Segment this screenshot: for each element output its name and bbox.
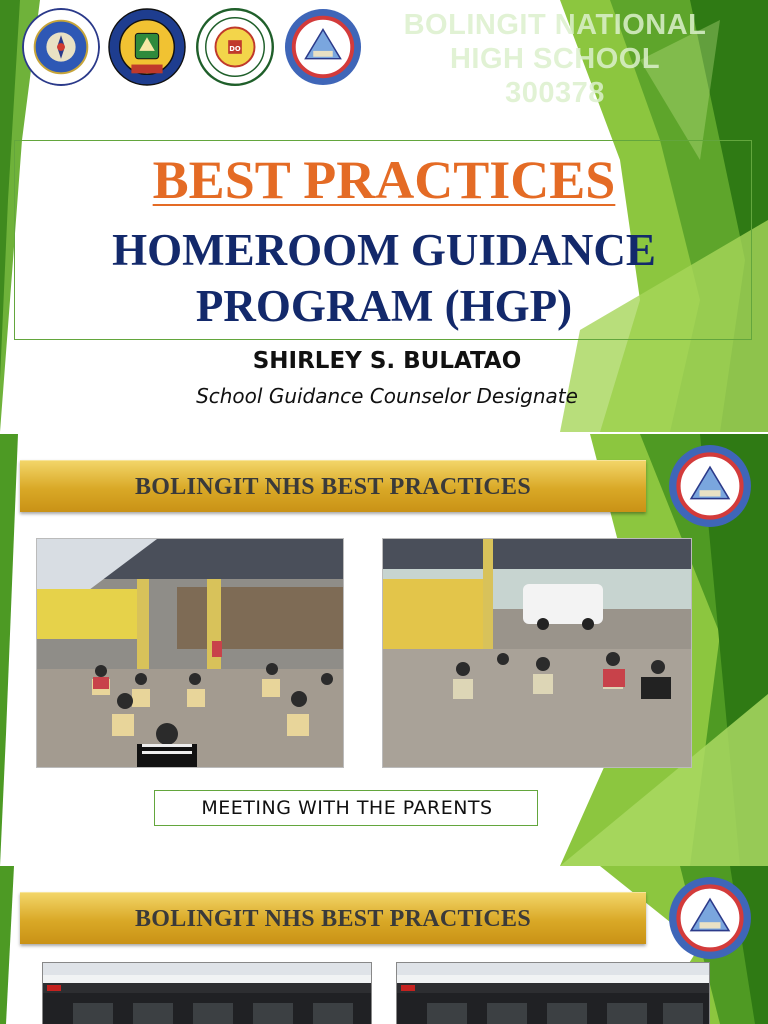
section-banner-text: BOLINGIT NHS BEST PRACTICES — [134, 474, 531, 500]
parents-meeting-photo-1 — [36, 538, 344, 768]
svg-text:DO: DO — [229, 44, 241, 53]
best-practices-slide-1 — [0, 434, 768, 866]
bolingit-nhs-seal — [284, 8, 362, 86]
watermark-line-1: BOLINGIT NATIONAL — [403, 9, 707, 41]
schools-division-office-seal — [196, 8, 274, 86]
bolingit-nhs-seal — [668, 876, 752, 960]
screenshot-illustration — [397, 963, 710, 1024]
parents-meeting-photo-2 — [382, 538, 692, 768]
watermark-line-2: HIGH SCHOOL — [449, 43, 661, 75]
section-banner — [20, 892, 646, 944]
best-practices-slide-2 — [0, 866, 768, 1024]
photo-caption-box — [154, 790, 538, 826]
screenshot-illustration — [43, 963, 372, 1024]
watermark-line-3: 300378 — [505, 77, 605, 109]
subtitle-line-1: HOMEROOM GUIDANCE — [112, 225, 656, 275]
kagawaran-ng-edukasyon-seal — [22, 8, 100, 86]
presenter-role: School Guidance Counselor Designate — [196, 384, 578, 408]
photo-caption: MEETING WITH THE PARENTS — [201, 797, 493, 819]
title-slide — [0, 0, 768, 432]
photo-illustration — [383, 539, 692, 768]
presenter-name: SHIRLEY S. BULATAO — [252, 348, 522, 374]
online-meeting-screenshot-2 — [396, 962, 710, 1024]
bolingit-nhs-seal — [668, 444, 752, 528]
online-meeting-screenshot-1 — [42, 962, 372, 1024]
main-title: BEST PRACTICES — [152, 150, 616, 210]
school-name-watermark — [360, 8, 750, 110]
section-banner — [20, 460, 646, 512]
photo-illustration — [37, 539, 344, 768]
subtitle-line-2: PROGRAM (HGP) — [195, 281, 573, 331]
section-banner-text: BOLINGIT NHS BEST PRACTICES — [134, 906, 531, 932]
deped-region-1-seal — [108, 8, 186, 86]
